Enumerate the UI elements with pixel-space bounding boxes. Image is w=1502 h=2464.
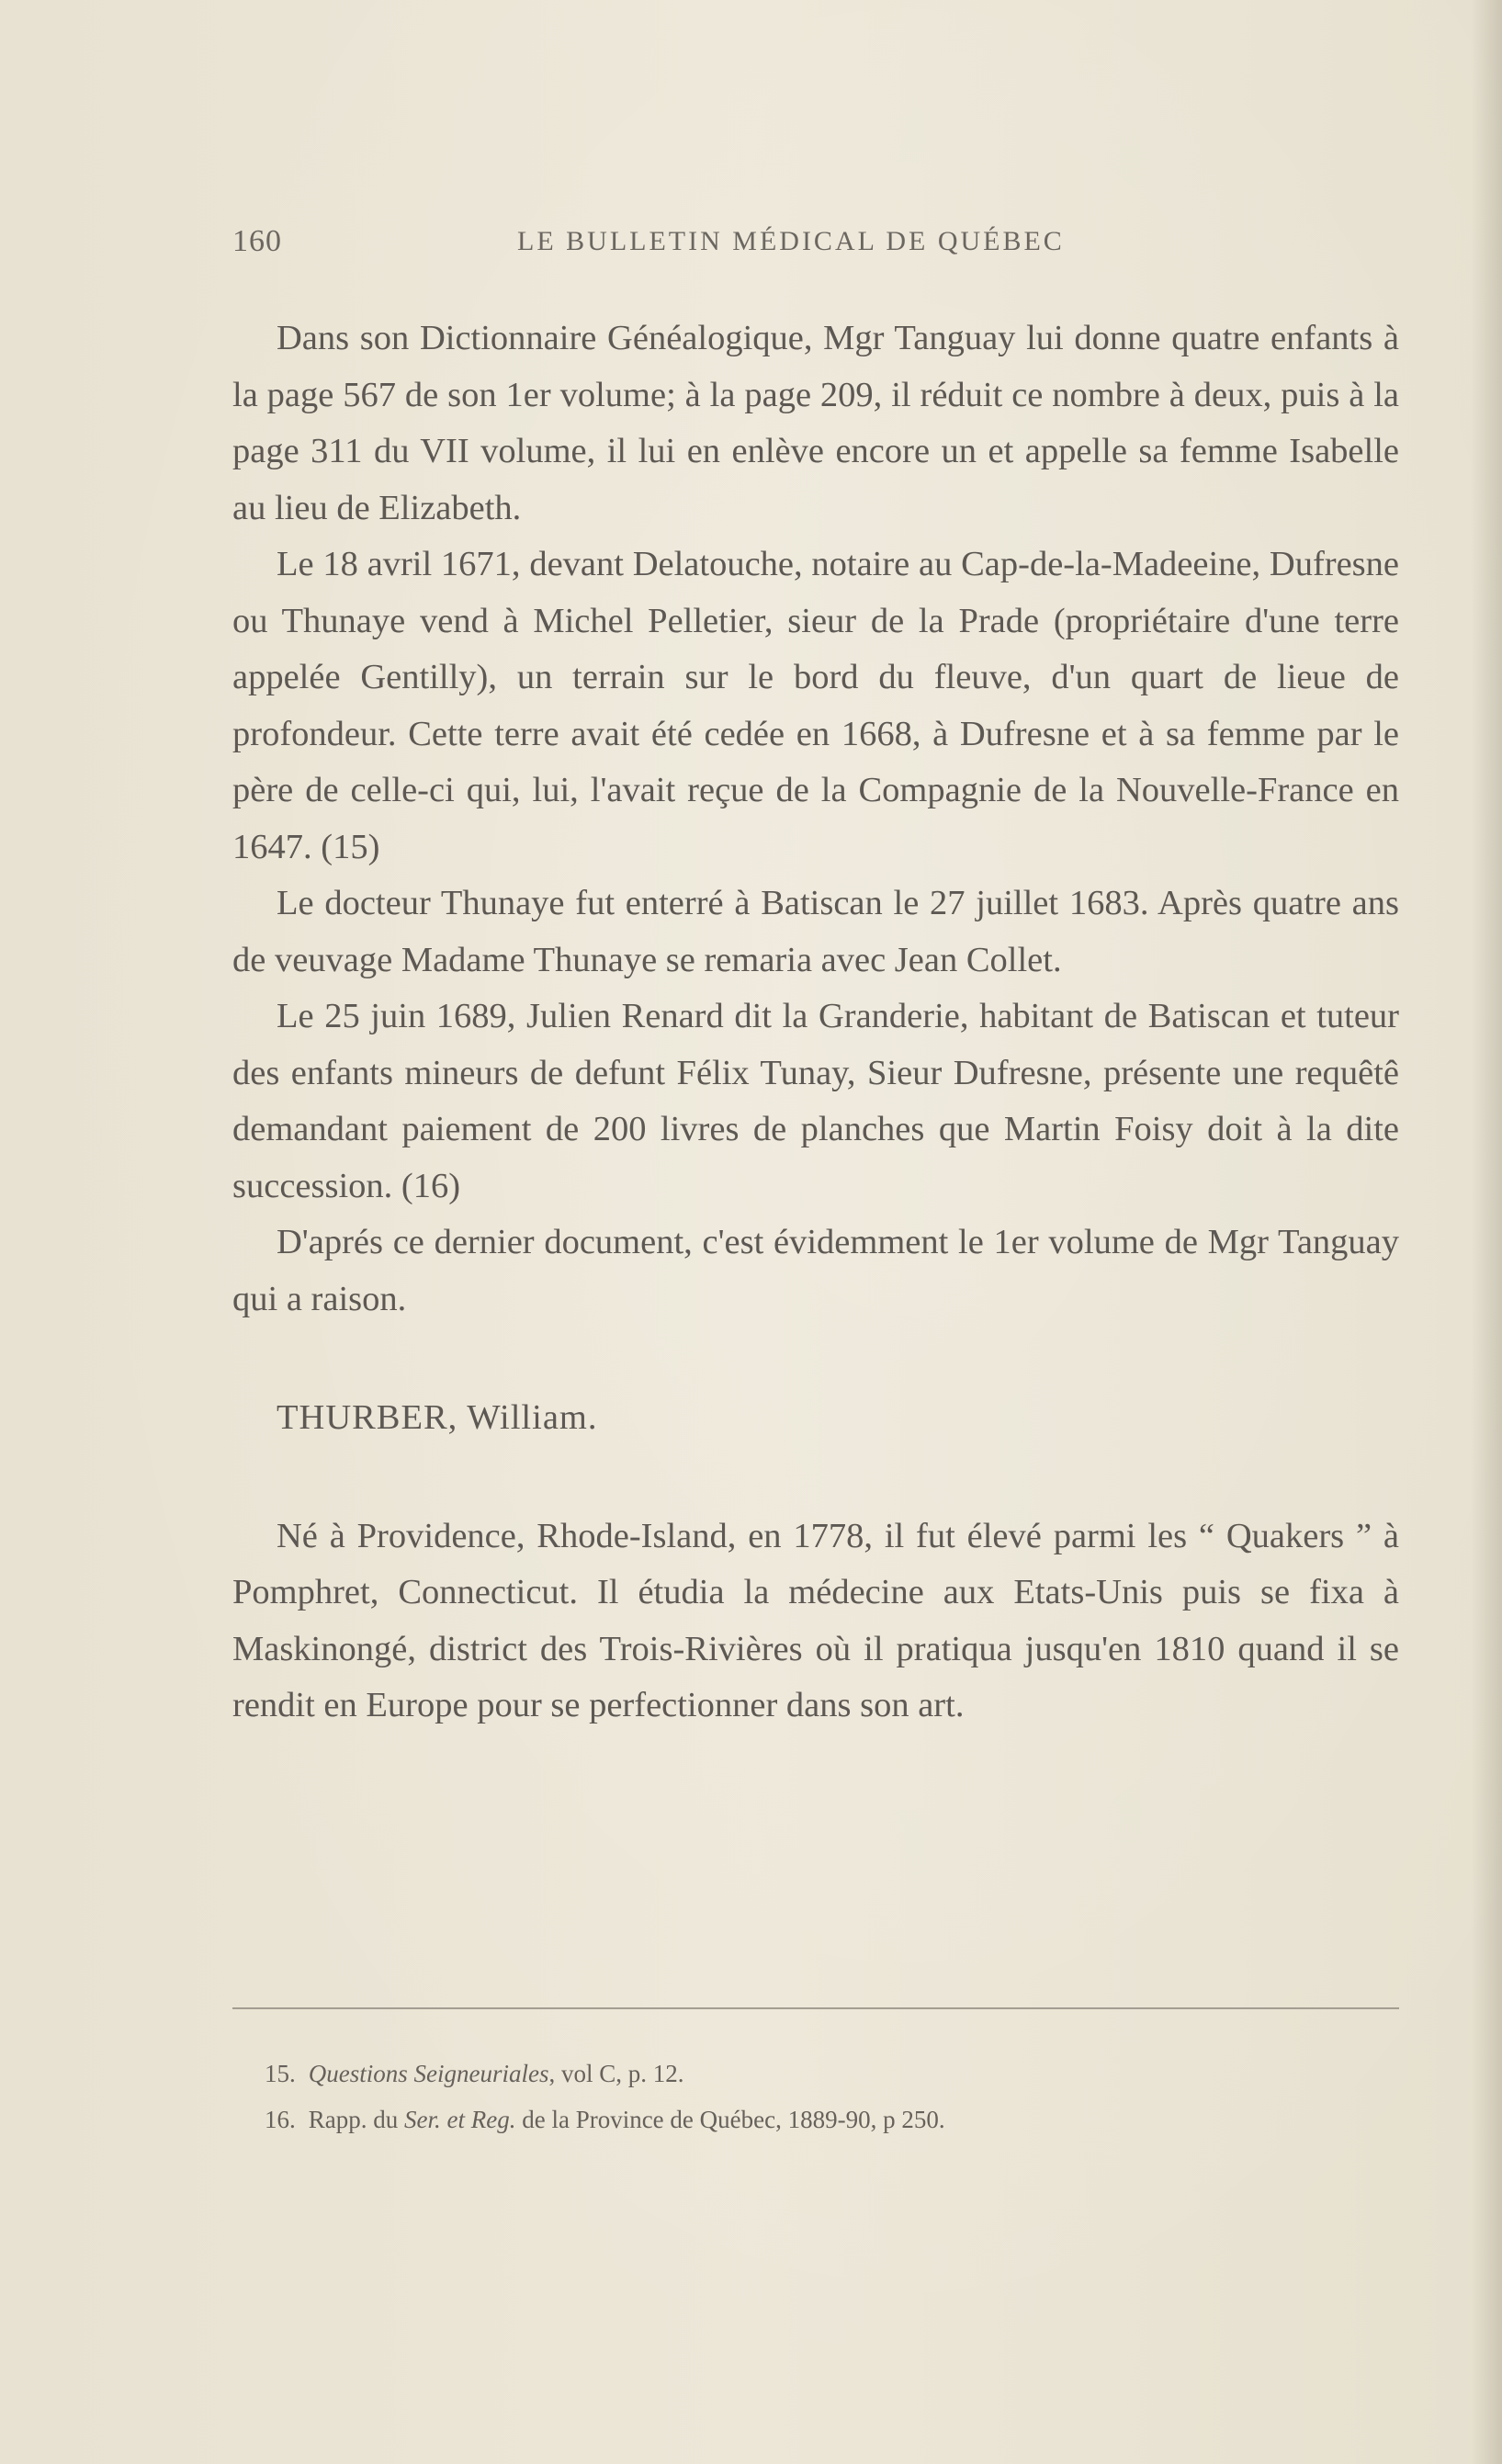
journal-title: LE BULLETIN MÉDICAL DE QUÉBEC [517, 226, 1065, 256]
footnote-divider [232, 2007, 1399, 2009]
section-heading-thurber: THURBER, William. [277, 1398, 598, 1437]
footnote-15 [265, 2051, 1367, 2097]
footnote-number: 16. [265, 2106, 296, 2133]
paragraph-conclusion: D'aprés ce dernier document, c'est évidemment le 1er volume de Mgr Tanguay qui a raison. [232, 1223, 1399, 1318]
footnote-number: 15. [265, 2060, 296, 2087]
footnote-reference: , vol C, p. 12. [548, 2060, 684, 2087]
footnotes [265, 2051, 1367, 2142]
page-number: 160 [232, 224, 282, 258]
paragraph-burial-1683: Le docteur Thunaye fut enterré à Batiscan le 27 juillet 1683. Après quatre ans de veuvage Madame Thunaye se remaria avec Jean Collet. [232, 884, 1399, 979]
page-edge-shadow [1471, 0, 1502, 2464]
footnote-title: Questions Seigneuriales [308, 2060, 549, 2087]
footnote-16 [265, 2097, 1367, 2142]
footnote-reference: de la Province de Québec, 1889-90, p 250. [515, 2106, 945, 2133]
footnote-title: Ser. et Reg. [404, 2106, 516, 2133]
paragraph-thurber-bio: Né à Providence, Rhode-Island, en 1778, il fut élevé parmi les “ Quakers ” à Pomphret, Connecticut. Il étudia la médecine aux Etats-Unis puis se fixa à Maskinongé, district des Trois-Rivières où il pratiqua jusqu'en 1810 quand il se rendit en Europe pour se perfectionner dans son art. [232, 1516, 1399, 1724]
running-head [232, 224, 1312, 261]
paragraph-tanguay-dictionary: Dans son Dictionnaire Généalogique, Mgr Tanguay lui donne quatre enfants à la page 567 de son 1er volume; à la page 209, il réduit ce nombre à deux, puis à la page 311 du VII volume, il lui en enlève encore un et appelle sa femme Isabelle au lieu de Elizabeth. [232, 319, 1399, 527]
footnote-prefix: Rapp. du [308, 2106, 404, 2133]
body-text [232, 311, 1399, 1735]
paragraph-guardian-request-1689: Le 25 juin 1689, Julien Renard dit la Granderie, habitant de Batiscan et tuteur des enfants mineurs de defunt Félix Tunay, Sieur Dufresne, présente une requêtê demandant paiement de 200 livres de planches que Martin Foisy doit à la dite succession. (16) [232, 997, 1399, 1205]
paragraph-land-sale-1671: Le 18 avril 1671, devant Delatouche, notaire au Cap-de-la-Madeeine, Dufresne ou Thunaye vend à Michel Pelletier, sieur de la Prade (propriétaire d'une terre appelée Gentilly), un terrain sur le bord du fleuve, d'un quart de lieue de profondeur. Cette terre avait été cedée en 1668, à Dufresne et à sa femme par le père de celle-ci qui, lui, l'avait reçue de la Compagnie de la Nouvelle-France en 1647. (15) [232, 545, 1399, 866]
